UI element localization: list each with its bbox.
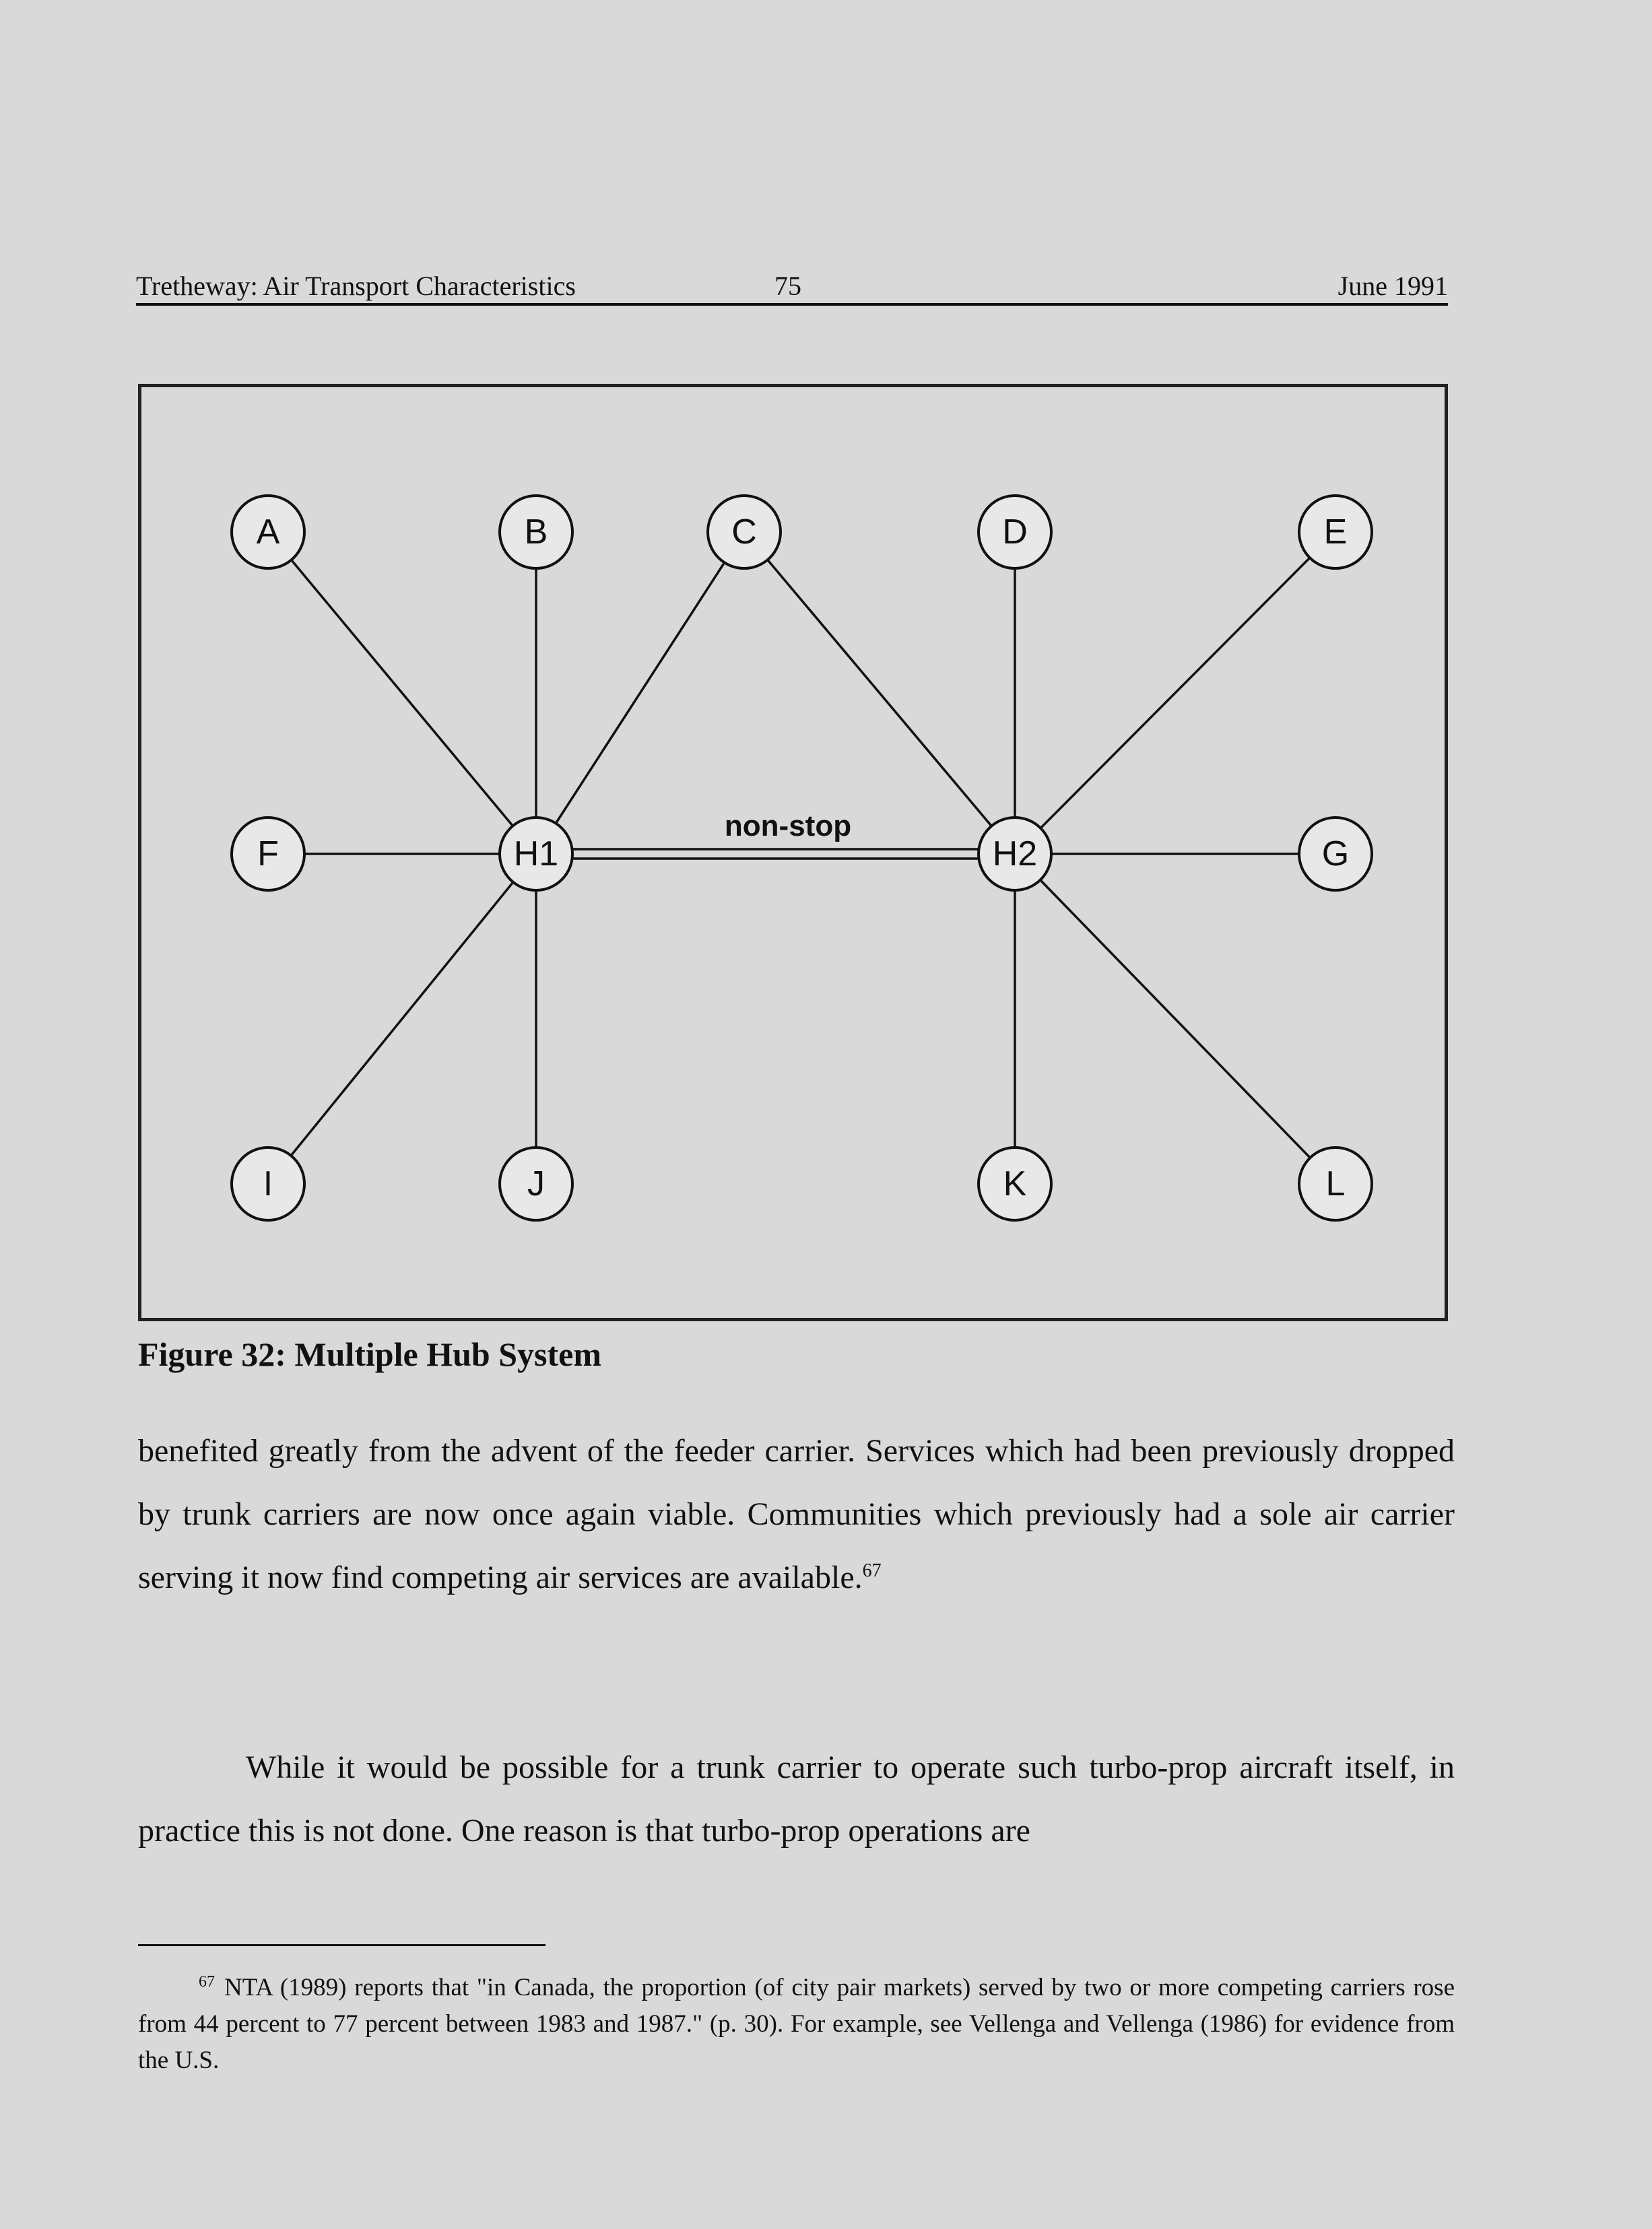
edge-i-h1 (268, 854, 536, 1184)
node-k (979, 1147, 1051, 1220)
node-h1-label: H1 (513, 834, 559, 873)
node-d-label: D (1002, 512, 1028, 552)
body-paragraph-1 (138, 1420, 1455, 1609)
node-b (500, 496, 572, 568)
footnote-separator (138, 1944, 546, 1946)
hub-diagram (141, 387, 1445, 1318)
header-title: Tretheway: Air Transport Characteristics (136, 271, 576, 301)
node-i-label: I (263, 1164, 273, 1203)
node-h2-label: H2 (992, 834, 1038, 873)
edge-a-h1 (268, 532, 536, 854)
node-h1 (500, 818, 572, 890)
node-e-label: E (1323, 512, 1348, 552)
node-c-label: C (731, 512, 757, 552)
header-date: June 1991 (1337, 271, 1448, 301)
running-header (136, 269, 1448, 306)
node-l (1299, 1147, 1372, 1220)
figure-caption: Figure 32: Multiple Hub System (138, 1335, 601, 1373)
node-j (500, 1147, 572, 1220)
node-b-label: B (524, 512, 548, 552)
footnote-67 (138, 1970, 1455, 2079)
node-a (232, 496, 304, 568)
footnote-text: NTA (1989) reports that "in Canada, the proportion (of city pair markets) served by two or more competing carriers rose from 44 percent to 77 percent between 1983 and 1987." (p. 30). For example, see Vellenga and Vellenga (1986) for evidence from the U.S. (138, 1974, 1455, 2074)
node-f-label: F (257, 834, 279, 873)
node-l-label: L (1325, 1164, 1346, 1203)
nonstop-label: non-stop (724, 809, 852, 842)
node-g-label: G (1321, 834, 1350, 873)
node-j-label: J (527, 1164, 545, 1203)
edge-e-h2 (1015, 532, 1335, 854)
node-g (1299, 818, 1372, 890)
page-number: 75 (774, 271, 801, 301)
node-k-label: K (1003, 1164, 1027, 1203)
node-i (232, 1147, 304, 1220)
edge-c-h2 (744, 532, 1015, 854)
edge-c-h1 (536, 532, 744, 854)
node-h2 (979, 818, 1051, 890)
paragraph-1-text: benefited greatly from the advent of the feeder carrier. Services which had been previously dropped by trunk carriers are now once again viable. Communities which previously had a sole air carrier serving it now find competing air services are available. (138, 1433, 1455, 1595)
node-c (708, 496, 781, 568)
footnote-number: 67 (199, 1972, 215, 1991)
node-a-label: A (256, 512, 280, 552)
node-f (232, 818, 304, 890)
figure-multiple-hub-system (138, 384, 1448, 1321)
body-paragraph-2: While it would be possible for a trunk carrier to operate such turbo-prop aircraft itself, in practice this is not done. One reason is that turbo-prop operations are (138, 1750, 1455, 1849)
edge-l-h2 (1015, 854, 1335, 1184)
footnote-ref-67[interactable]: 67 (862, 1560, 882, 1581)
node-d (979, 496, 1051, 568)
node-e (1299, 496, 1372, 568)
